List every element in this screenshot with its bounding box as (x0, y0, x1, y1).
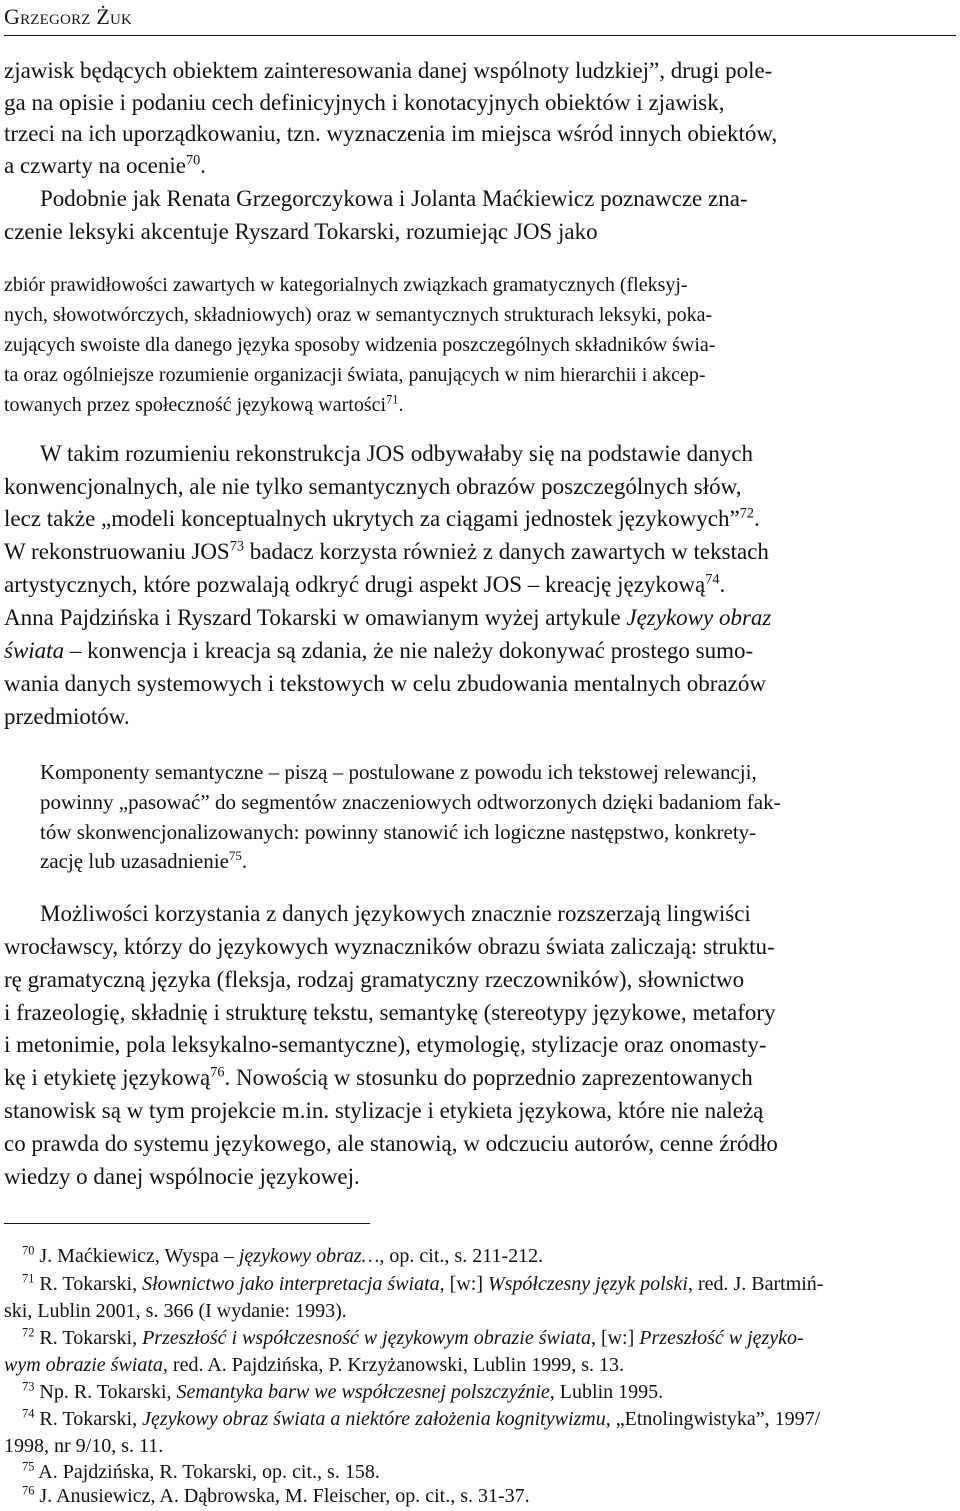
footnote-number: 75 (22, 1459, 35, 1474)
author-name: Grzegorz Żuk (4, 4, 133, 29)
text-line: i metonimie, pola leksykalno-semantyczne), etymologię, stylizacje oraz onomasty- (4, 1032, 767, 1057)
footnote-72-cont (4, 1354, 956, 1377)
text-line: konwencjonalnych, ale nie tylko semantycznych obrazów poszczególnych słów, (4, 474, 742, 499)
text-span: , red. J. Bartmiń- (687, 1273, 824, 1295)
text-line (4, 1065, 956, 1091)
quote-line: powinny „pasować” do segmentów znaczeniowych odtworzonych dzięki badaniom fak- (40, 790, 781, 814)
text-line: czenie leksyki akcentuje Ryszard Tokarski, rozumiejąc JOS jako (4, 219, 598, 244)
italic-title: Przeszłość i współczesność w językowym obrazie świata (142, 1327, 591, 1349)
text-line: co prawda do systemu językowego, ale stanowią, w odczuciu autorów, cenne źródło (4, 1131, 778, 1156)
footnote-71-cont: ski, Lublin 2001, s. 366 (I wydanie: 1993). (4, 1300, 347, 1322)
quote-line: tów skonwencjonalizowanych: powinny stanowić ich logiczne następstwo, konkrety- (40, 820, 757, 844)
text-line (4, 605, 956, 631)
footnote-number: 76 (22, 1483, 35, 1498)
text-line (4, 539, 956, 565)
text-span: Np. R. Tokarski, (34, 1381, 177, 1403)
text-span: lecz także „modeli konceptualnych ukrytych za ciągami jednostek językowych” (4, 506, 740, 531)
footnote-number: 73 (22, 1379, 35, 1394)
text-span: Anna Pajdzińska i Ryszard Tokarski w omawianym wyżej artykule (4, 605, 627, 630)
text-line: Podobnie jak Renata Grzegorczykowa i Jolanta Maćkiewicz poznawcze zna- (40, 186, 748, 211)
text-span: , [w:] (439, 1273, 488, 1295)
text-span: , op. cit., s. 211-212. (379, 1245, 544, 1267)
text-line: wania danych systemowych i tekstowych w celu zbudowania mentalnych obrazów (4, 671, 766, 696)
text-span: R. Tokarski, (34, 1273, 143, 1295)
text-span: W rekonstruowaniu JOS (4, 539, 230, 564)
text-span: . Nowością w stosunku do poprzednio zaprezentowanych (224, 1065, 753, 1090)
footnote-76 (22, 1485, 956, 1508)
text-span: . (719, 572, 726, 597)
text-line: rę gramatyczną języka (fleksja, rodzaj gramatyczny rzeczowników), słownictwo (4, 967, 745, 992)
text-line: ga na opisie i podaniu cech definicyjnych i konotacyjnych obiektów i zjawisk, (4, 90, 725, 115)
quote-line: zbiór prawidłowości zawartych w kategorialnych związkach gramatycznych (fleksyj- (4, 274, 688, 296)
quote-line: nych, słowotwórczych, składniowych) oraz w semantycznych strukturach leksyki, poka- (4, 304, 713, 326)
italic-title: Językowy obraz świata a niektóre założenia kognitywizmu (142, 1408, 606, 1430)
text-span: a czwarty na ocenie (4, 153, 186, 178)
footnote-ref[interactable]: 73 (229, 538, 244, 555)
text-line: przedmiotów. (4, 704, 130, 729)
text-line (4, 638, 956, 664)
text-span: – konwencja i kreacja są zdania, że nie należy dokonywać prostego sumo- (64, 638, 754, 663)
text-span: towanych przez społeczność językową wartości (4, 394, 387, 416)
text-span: , [w:] (590, 1327, 640, 1349)
text-span: . (200, 153, 206, 178)
footnote-separator (4, 1223, 370, 1224)
footnote-74-cont: 1998, nr 9/10, s. 11. (4, 1435, 164, 1457)
footnote-number: 71 (22, 1271, 35, 1286)
text-span: . (398, 394, 404, 416)
text-line (4, 572, 956, 598)
italic-title: świata (4, 638, 65, 663)
italic-title: wym obrazie świata (4, 1354, 163, 1376)
italic-title: Współczesny język polski (487, 1273, 688, 1295)
text-span: artystycznych, które pozwalają odkryć drugi aspekt JOS – kreację językową (4, 572, 706, 597)
text-line (4, 153, 956, 179)
text-span: kę i etykietę językową (4, 1065, 211, 1090)
text-span: , Lublin 1995. (549, 1381, 664, 1403)
footnote-73 (22, 1381, 956, 1404)
footnote-70 (22, 1245, 956, 1268)
quote-line (4, 394, 956, 417)
footnote-ref[interactable]: 72 (739, 505, 754, 522)
text-line: wrocławscy, którzy do językowych wyznaczników obrazu świata zaliczają: struktu- (4, 934, 775, 959)
quote-line: zujących swoiste dla danego języka sposoby widzenia poszczególnych składników świa- (4, 334, 716, 356)
text-span: . (241, 849, 248, 873)
footnote-72 (22, 1327, 956, 1350)
quote-line: Komponenty semantyczne – piszą – postulowane z powodu ich tekstowej relewancji, (40, 760, 757, 784)
text-line: Możliwości korzystania z danych językowych znacznie rozszerzają lingwiści (40, 901, 751, 926)
italic-title: Językowy obraz (626, 605, 772, 630)
footnote-ref[interactable]: 75 (228, 848, 242, 863)
text-span: . (753, 506, 760, 531)
footnote-number: 70 (22, 1243, 35, 1258)
text-span: , „Etnolingwistyka”, 1997/ (605, 1408, 821, 1430)
running-head (4, 4, 956, 36)
footnote-ref[interactable]: 70 (185, 152, 201, 169)
footnote-ref[interactable]: 74 (705, 571, 720, 588)
footnote-number: 72 (22, 1325, 35, 1340)
text-span: badacz korzysta również z danych zawartych w tekstach (243, 539, 769, 564)
footnote-ref[interactable]: 76 (210, 1064, 225, 1081)
text-span: A. Pajdzińska, R. Tokarski, op. cit., s. 158. (34, 1461, 380, 1483)
text-span: R. Tokarski, (34, 1327, 143, 1349)
footnote-71 (22, 1273, 956, 1296)
italic-title: Słownictwo jako interpretacja świata (142, 1273, 440, 1295)
footnote-74 (22, 1408, 956, 1431)
italic-title: językowy obraz… (238, 1245, 380, 1267)
text-span: J. Maćkiewicz, Wyspa – (34, 1245, 239, 1267)
quote-line (40, 849, 956, 874)
italic-title: Przeszłość w języko- (639, 1327, 804, 1349)
quote-line: ta oraz ogólniejsze rozumienie organizacji świata, panujących w nim hierarchii i akcep- (4, 364, 706, 386)
text-line: zjawisk będących obiektem zainteresowania danej wspólnoty ludzkiej”, drugi pole- (4, 58, 773, 83)
text-line: i frazeologię, składnię i strukturę tekstu, semantykę (stereotypy językowe, metafory (4, 1000, 776, 1025)
text-line: W takim rozumieniu rekonstrukcja JOS odbywałaby się na podstawie danych (40, 441, 754, 466)
italic-title: Semantyka barw we współczesnej polszczyźnie (176, 1381, 550, 1403)
text-line: stanowisk są w tym projekcie m.in. stylizacje i etykieta językowa, które nie należą (4, 1098, 764, 1123)
text-line (4, 506, 956, 532)
text-line: trzeci na ich uporządkowaniu, tzn. wyznaczenia im miejsca wśród innych obiektów, (4, 121, 778, 146)
text-span: , red. A. Pajdzińska, P. Krzyżanowski, Lublin 1999, s. 13. (162, 1354, 624, 1376)
footnote-number: 74 (22, 1406, 35, 1421)
footnote-75 (22, 1461, 956, 1484)
text-span: J. Anusiewicz, A. Dąbrowska, M. Fleischer, op. cit., s. 31-37. (34, 1485, 530, 1507)
text-line: wiedzy o danej wspólnocie językowej. (4, 1164, 360, 1189)
text-span: R. Tokarski, (34, 1408, 143, 1430)
text-span: zację lub uzasadnienie (40, 849, 229, 873)
footnote-ref[interactable]: 71 (386, 392, 399, 407)
